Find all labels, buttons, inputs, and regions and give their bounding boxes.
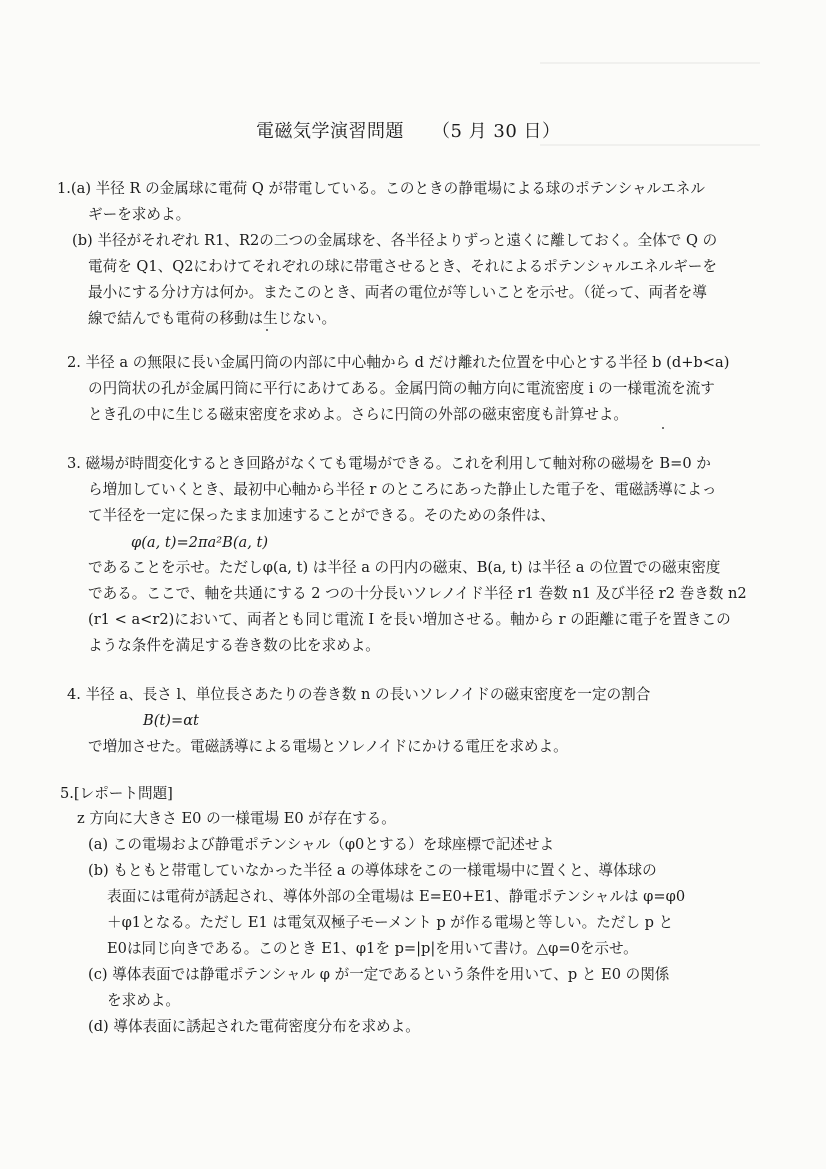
- scan-speck: [266, 329, 268, 331]
- problem-2-line-1: 2. 半径 a の無限に長い金属円筒の内部に中心軸から d だけ離れた位置を中心とする半径 b (d+b<a): [67, 354, 730, 371]
- problem-1b-line-2: 電荷を Q1、Q2にわけてそれぞれの球に帯電させるとき、それによるポテンシャルエネルギーを: [88, 258, 717, 275]
- problem-4-equation: B(t)=αt: [143, 712, 199, 729]
- problem-5b-line-2: 表面には電荷が誘起され、導体外部の全電場は E=E0+E1、静電ポテンシャルは φ=φ0: [107, 888, 686, 905]
- title-text: 電磁気学演習問題: [256, 121, 404, 142]
- problem-1b-line-1: (b) 半径がそれぞれ R1、R2の二つの金属球を、各半径よりずっと遠くに離しておく。全体で Q の: [72, 232, 718, 249]
- problem-3-line-2: ら増加していくとき、最初中心軸から半径 r のところにあった静止した電子を、電磁誘導によっ: [88, 481, 717, 498]
- problem-3-line-3: て半径を一定に保ったまま加速することができる。そのための条件は、: [88, 507, 556, 524]
- problem-1b-line-4: 線で結んでも電荷の移動は生じない。: [88, 310, 337, 327]
- scan-speck: [662, 427, 664, 429]
- problem-1a-line-1: 1.(a) 半径 R の金属球に電荷 Q が帯電している。このときの静電場による球のポテンシャルエネル: [57, 180, 705, 197]
- bleed-through-mark: [540, 62, 760, 146]
- problem-2-line-2: の円筒状の孔が金属円筒に平行にあけてある。金属円筒の軸方向に電流密度 i の一様電流を流す: [88, 380, 715, 397]
- problem-5b-line-3: ＋φ1となる。ただし E1 は電気双極子モーメント p が作る電場と等しい。ただし p と: [107, 914, 674, 931]
- problem-5c-line-2: を求めよ。: [107, 992, 180, 1009]
- title-date: （5 月 30 日）: [432, 121, 561, 142]
- problem-2-line-3: とき孔の中に生じる磁束密度を求めよ。さらに円筒の外部の磁束密度も計算せよ。: [88, 406, 628, 423]
- problem-5d: (d) 導体表面に誘起された電荷密度分布を求めよ。: [88, 1018, 420, 1035]
- problem-3-line-6: (r1 < a<r2)において、両者とも同じ電流 I を長い増加させる。軸から r の距離に電子を置きこの: [88, 611, 731, 628]
- problem-3-line-5: である。ここで、軸を共通にする 2 つの十分長いソレノイド半径 r1 巻数 n1 及び半径 r2 巻き数 n2: [88, 585, 747, 602]
- problem-3-line-1: 3. 磁場が時間変化するとき回路がなくても電場ができる。これを利用して軸対称の磁場を B=0 か: [67, 455, 711, 472]
- problem-5b-line-4: E0は同じ向きである。このとき E1、φ1を p=|p|を用いて書け。△φ=0を示せ。: [107, 940, 638, 957]
- problem-5a: (a) この電場および静電ポテンシャル（φ0とする）を球座標で記述せよ: [88, 836, 555, 853]
- problem-3-line-4: であることを示せ。ただしφ(a, t) は半径 a の円内の磁束、B(a, t) は半径 a の位置での磁束密度: [88, 559, 721, 576]
- problem-4-line-1: 4. 半径 a、長さ l、単位長さあたりの巻き数 n の長いソレノイドの磁束密度を一定の割合: [67, 686, 651, 703]
- problem-1b-line-3: 最小にする分け方は何か。またこのとき、両者の電位が等しいことを示せ。（従って、両者を導: [88, 284, 707, 301]
- page-title: [256, 117, 561, 143]
- problem-5-intro: z 方向に大きさ E0 の一様電場 E0 が存在する。: [77, 810, 396, 827]
- problem-3-equation: φ(a, t)=2πa²B(a, t): [131, 534, 269, 551]
- problem-3-line-7: ような条件を満足する巻き数の比を求めよ。: [88, 637, 380, 654]
- problem-5c-line-1: (c) 導体表面では静電ポテンシャル φ が一定であるという条件を用いて、p と E0 の関係: [88, 966, 670, 983]
- problem-4-line-2: で増加させた。電磁誘導による電場とソレノイドにかける電圧を求めよ。: [88, 738, 568, 755]
- problem-5-heading: 5.[レポート問題]: [60, 785, 173, 802]
- problem-1a-line-2: ギーを求めよ。: [88, 206, 191, 223]
- problem-5b-line-1: (b) もともと帯電していなかった半径 a の導体球をこの一様電場中に置くと、導体球の: [88, 862, 657, 879]
